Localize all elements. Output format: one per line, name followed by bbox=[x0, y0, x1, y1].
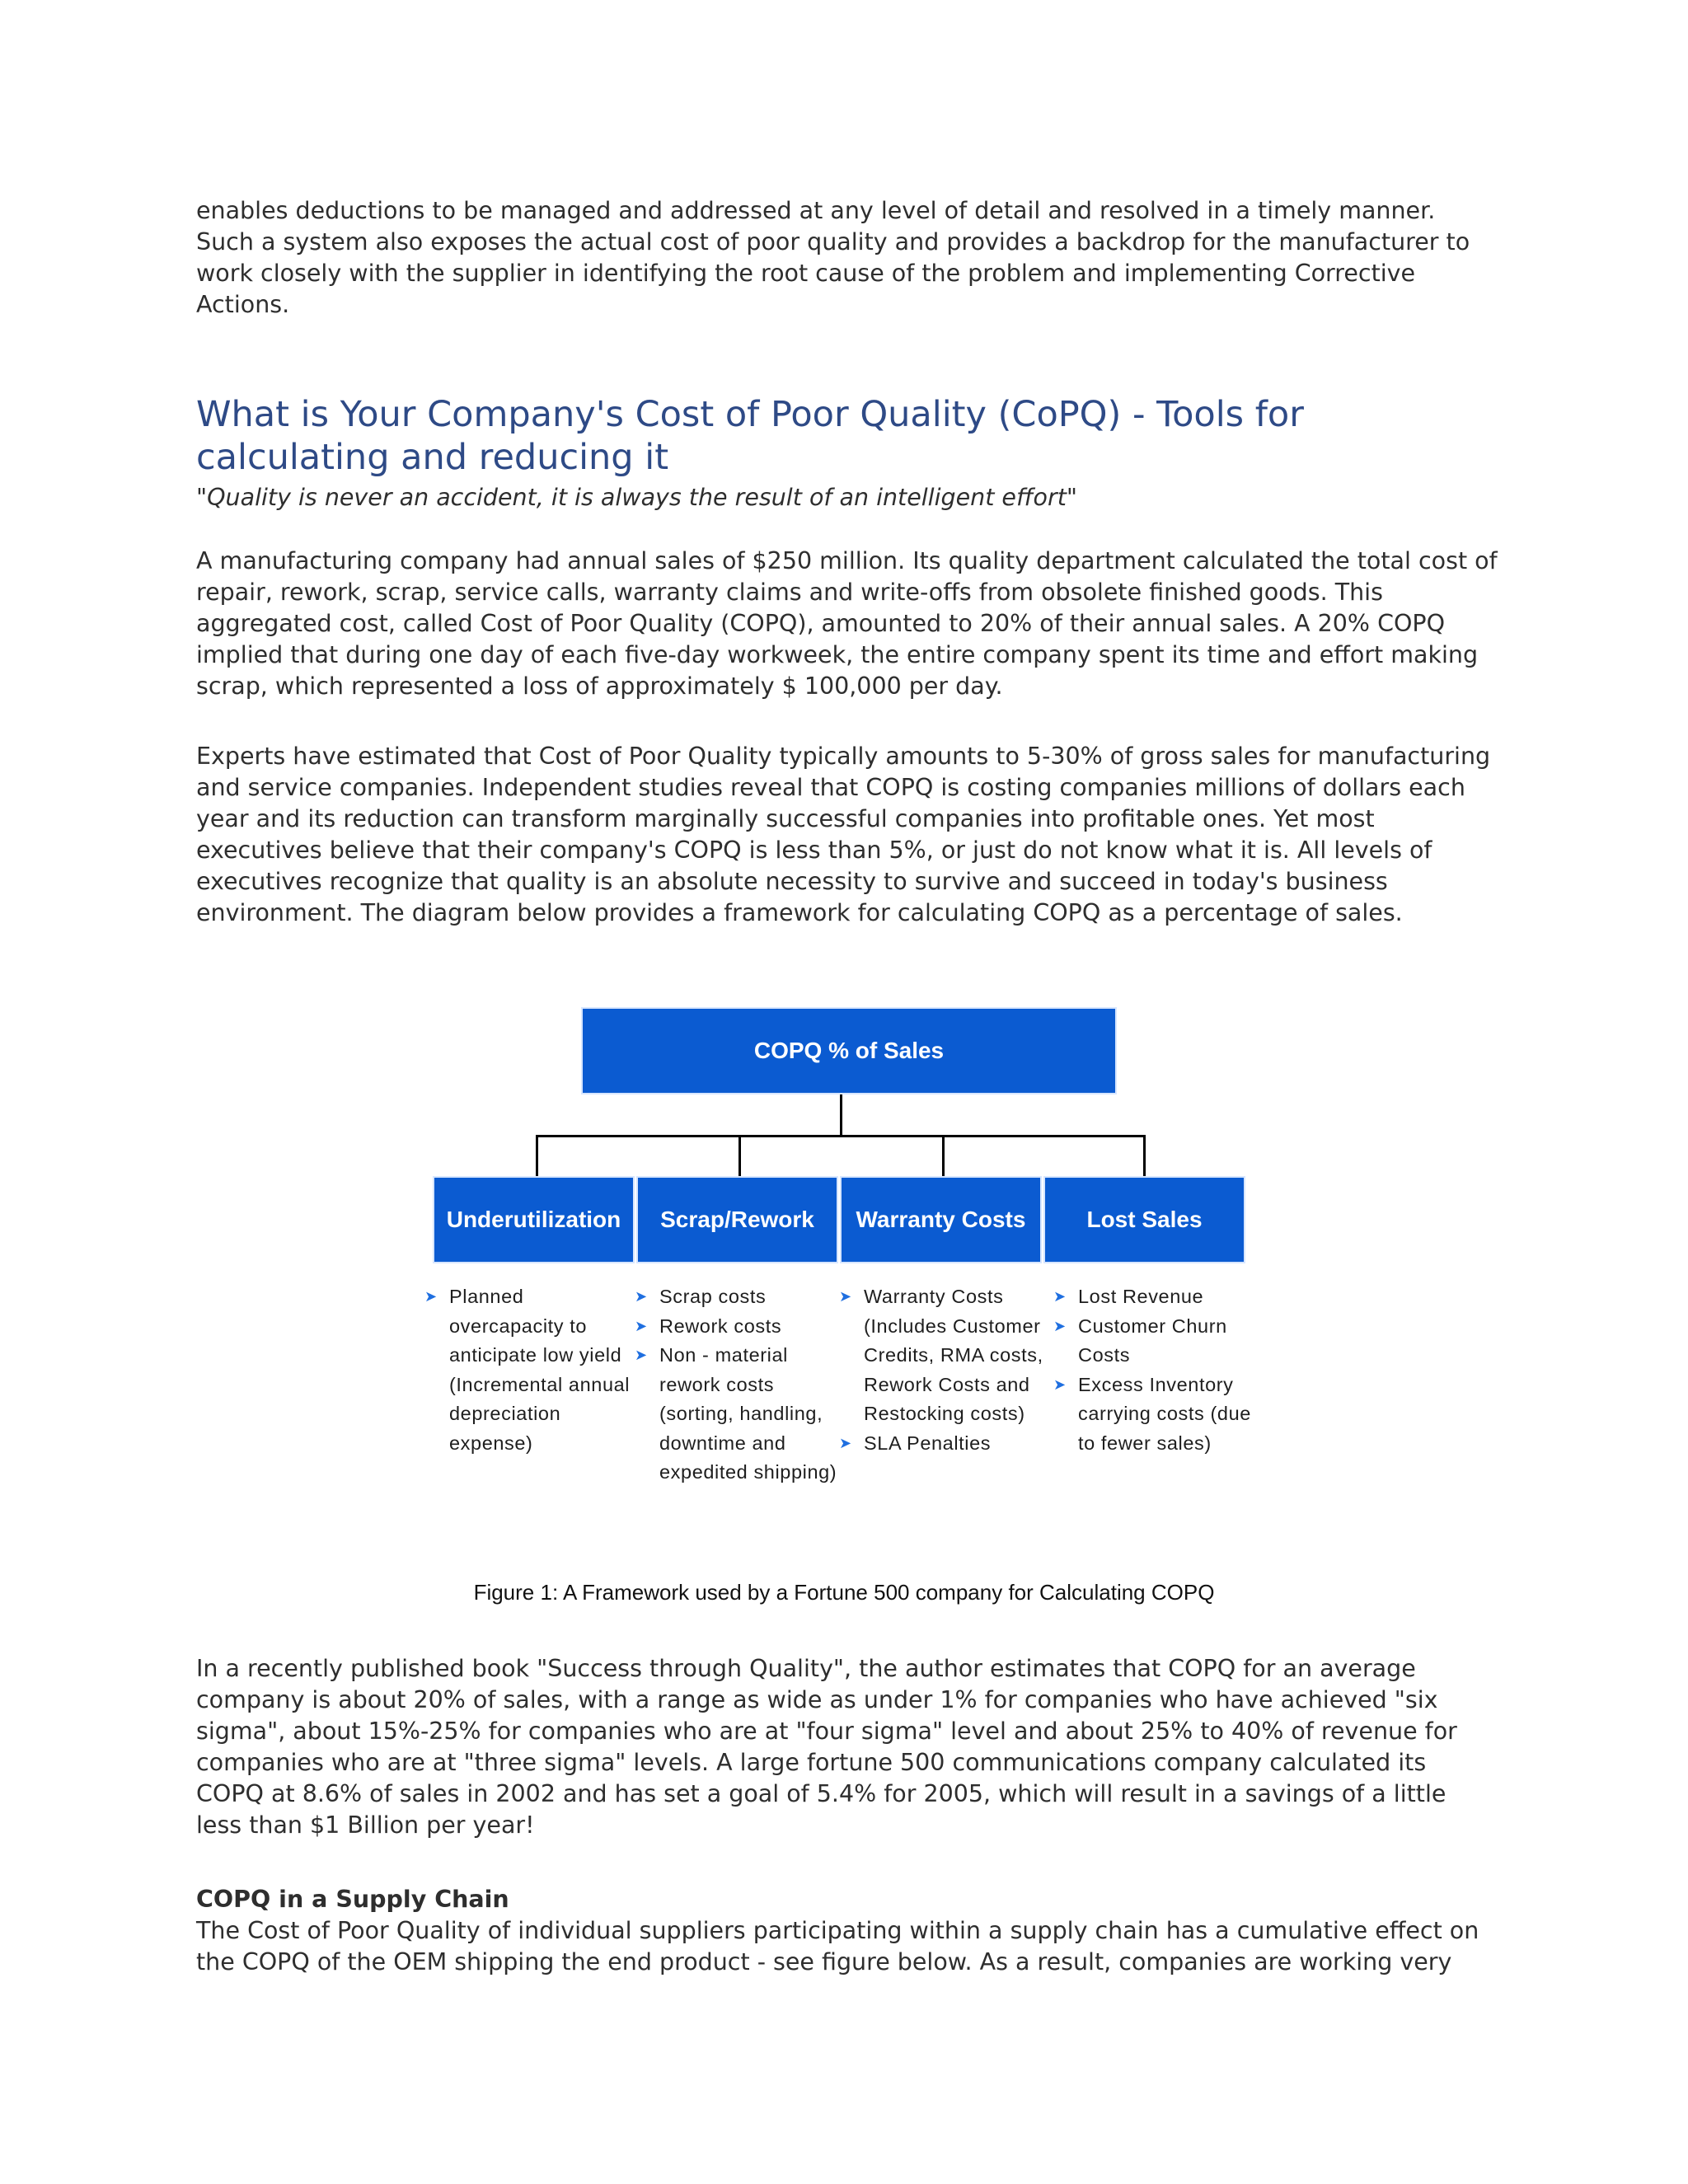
list-item: ➤ Rework costs bbox=[635, 1312, 841, 1342]
list-item: ➤ Warranty Costs (Includes Customer Credits, RMA costs, Rework Costs and Restocking costs) bbox=[839, 1282, 1045, 1429]
arrow-bullet-icon: ➤ bbox=[424, 1288, 438, 1305]
arrow-bullet-icon: ➤ bbox=[839, 1288, 852, 1305]
paragraph-book: In a recently published book "Success through Quality", the author estimates that COPQ for an average company is about 20% of sales, with a range as wide as under 1% for companies who have achieved "six sigma", about 15%-25% for companies who are at "four sigma" level and about 25% to 40% of revenue for companies who are at "three sigma" levels. A large fortune 500 communications company calculated its COPQ at 8.6% of sales in 2002 and has set a goal of 5.4% for 2005, which will result in a savings of a little less than $1 Billion per year! bbox=[196, 1655, 1457, 1839]
connector-drop-3 bbox=[942, 1135, 945, 1176]
category-box-lost-sales: Lost Sales bbox=[1043, 1176, 1245, 1263]
arrow-bullet-icon: ➤ bbox=[1053, 1288, 1067, 1305]
connector-bar bbox=[536, 1135, 1146, 1137]
list-item: ➤ Planned overcapacity to anticipate low yield (Incremental annual depreciation expense) bbox=[424, 1282, 631, 1458]
intro-paragraph: enables deductions to be managed and addressed at any level of detail and resolved in a timely manner. Such a system also exposes the actual cost of poor quality and provides a backdrop for the manufacturer to work closely with the supplier in identifying the root cause of the problem and implementing Corrective Actions. bbox=[196, 197, 1470, 318]
bullet-list-underutilization bbox=[424, 1282, 631, 1458]
page-title: What is Your Company's Cost of Poor Quality (CoPQ) - Tools for calculating and reducing it bbox=[196, 394, 1304, 478]
bullet-list-lost-sales bbox=[1053, 1282, 1259, 1458]
list-item: ➤ SLA Penalties bbox=[839, 1429, 1045, 1459]
category-box-scrap-rework: Scrap/Rework bbox=[636, 1176, 838, 1263]
connector-drop-4 bbox=[1143, 1135, 1146, 1176]
list-item: ➤ Excess Inventory carrying costs (due to fewer sales) bbox=[1053, 1371, 1259, 1459]
arrow-bullet-icon: ➤ bbox=[635, 1347, 648, 1363]
list-item: ➤ Lost Revenue bbox=[1053, 1282, 1259, 1312]
arrow-bullet-icon: ➤ bbox=[1053, 1376, 1067, 1393]
paragraph-experts: Experts have estimated that Cost of Poor Quality typically amounts to 5-30% of gross sales for manufacturing and service companies. Independent studies reveal that COPQ is costing companies millions of dollars each year and its reduction can transform marginally successful companies into profitable ones. Yet most executives believe that their company's COPQ is less than 5%, or just do not know what it is. All levels of executives recognize that quality is an absolute necessity to survive and succeed in today's business environment. The diagram below provides a framework for calculating COPQ as a percentage of sales. bbox=[196, 743, 1491, 926]
connector-trunk bbox=[840, 1094, 842, 1136]
diagram-root-box: COPQ % of Sales bbox=[581, 1007, 1117, 1094]
figure-caption: Figure 1: A Framework used by a Fortune 500 company for Calculating COPQ bbox=[473, 1580, 1215, 1605]
section-supply-chain bbox=[196, 1884, 1498, 1978]
section-title: COPQ in a Supply Chain bbox=[196, 1886, 509, 1913]
arrow-bullet-icon: ➤ bbox=[839, 1434, 852, 1451]
list-item: ➤ Customer Churn Costs bbox=[1053, 1312, 1259, 1371]
arrow-bullet-icon: ➤ bbox=[635, 1317, 648, 1334]
arrow-bullet-icon: ➤ bbox=[635, 1288, 648, 1305]
connector-drop-2 bbox=[738, 1135, 741, 1176]
quote: "Quality is never an accident, it is always the result of an intelligent effort" bbox=[196, 484, 1077, 511]
bullet-list-scrap-rework bbox=[635, 1282, 841, 1488]
bullet-list-warranty-costs bbox=[839, 1282, 1045, 1458]
connector-drop-1 bbox=[536, 1135, 538, 1176]
arrow-bullet-icon: ➤ bbox=[1053, 1317, 1067, 1334]
paragraph-sales: A manufacturing company had annual sales of $250 million. Its quality department calculated the total cost of repair, rework, scrap, service calls, warranty claims and write-offs from obsolete finished goods. This aggregated cost, called Cost of Poor Quality (COPQ), amounted to 20% of their annual sales. A 20% COPQ implied that during one day of each five-day workweek, the entire company spent its time and effort making scrap, which represented a loss of approximately $ 100,000 per day. bbox=[196, 547, 1498, 700]
section-text: The Cost of Poor Quality of individual suppliers participating within a supply chain has a cumulative effect on the COPQ of the OEM shipping the end product - see figure below. As a result, companies are working very bbox=[196, 1917, 1479, 1975]
list-item: ➤ Non - material rework costs (sorting, handling, downtime and expedited shipping) bbox=[635, 1341, 841, 1488]
category-box-warranty-costs: Warranty Costs bbox=[840, 1176, 1042, 1263]
list-item: ➤ Scrap costs bbox=[635, 1282, 841, 1312]
article-header bbox=[196, 393, 1498, 513]
category-box-underutilization: Underutilization bbox=[433, 1176, 635, 1263]
